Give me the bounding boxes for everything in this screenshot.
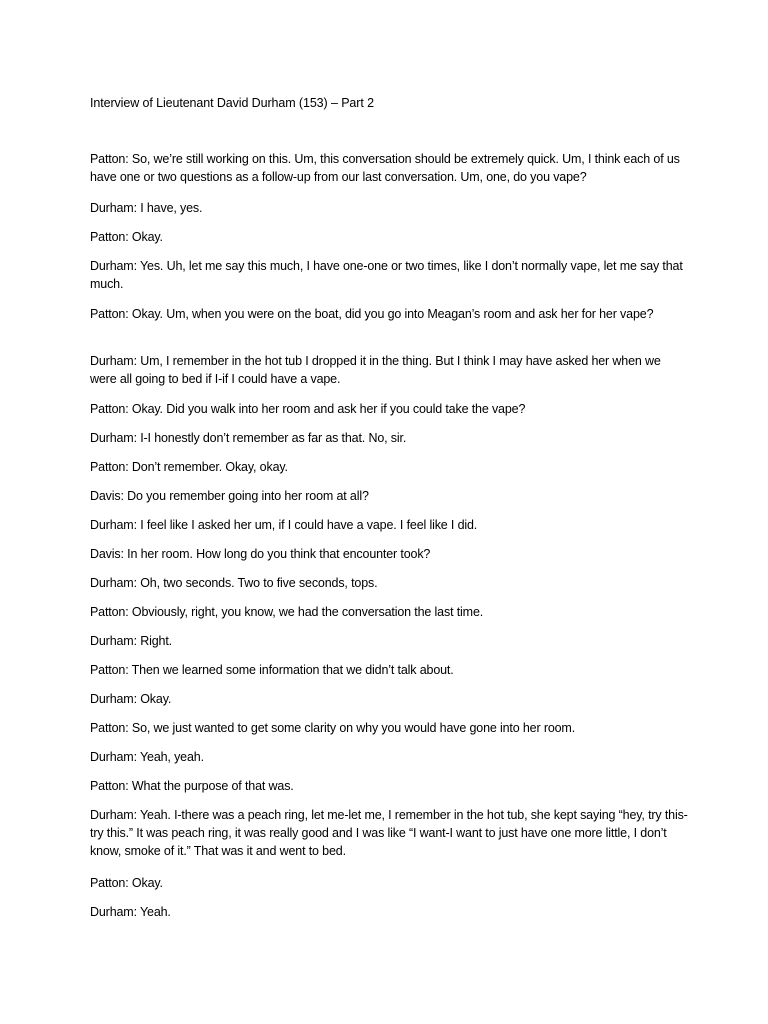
line-text: So, we’re still working on this. Um, this conversation should be extremely quick. Um, I think each of us have one or two questions as a follow-up from our last conversation. Um, one, do you vape? (90, 152, 680, 184)
line-text: Yeah. (139, 905, 171, 919)
speaker-name: Patton : (90, 605, 132, 619)
line-text: Okay. (140, 692, 172, 706)
speaker-name: Davis : (90, 489, 127, 503)
transcript-line (90, 690, 690, 708)
speaker-name: Durham : (90, 259, 140, 273)
line-text: Okay. Did you walk into her room and ask her if you could take the vape? (131, 402, 526, 416)
transcript-line (90, 458, 690, 476)
transcript-line (90, 487, 690, 505)
transcript-line (90, 748, 690, 766)
line-text: Okay. Um, when you were on the boat, did you go into Meagan’s room and ask her for her vape? (131, 307, 654, 321)
transcript-line (90, 545, 690, 563)
speaker-name: Durham : (90, 354, 140, 368)
speaker-name: Patton : (90, 402, 132, 416)
transcript-line (90, 352, 690, 388)
speaker-name: Patton : (90, 779, 132, 793)
speaker-name: Patton : (90, 230, 132, 244)
transcript-line (90, 305, 690, 323)
transcript-line (90, 199, 690, 217)
speaker-name: Durham : (90, 518, 140, 532)
transcript-line (90, 806, 690, 860)
speaker-name: Patton : (90, 307, 132, 321)
line-text: In her room. How long do you think that encounter took? (127, 547, 431, 561)
line-text: Then we learned some information that we didn’t talk about. (131, 663, 454, 677)
speaker-name: Davis : (90, 547, 127, 561)
speaker-name: Durham : (90, 905, 140, 919)
transcript-line (90, 516, 690, 534)
speaker-name: Patton : (90, 152, 132, 166)
speaker-name: Durham : (90, 201, 140, 215)
transcript-line (90, 874, 690, 892)
line-text: I-I honestly don’t remember as far as that. No, sir. (140, 431, 407, 445)
transcript-line (90, 150, 690, 186)
transcript-line (90, 632, 690, 650)
line-text: Oh, two seconds. Two to five seconds, tops. (140, 576, 378, 590)
document-title: Interview of Lieutenant David Durham (153) – Part 2 (90, 96, 374, 110)
line-text: So, we just wanted to get some clarity on why you would have gone into her room. (131, 721, 576, 735)
speaker-name: Durham : (90, 634, 140, 648)
speaker-name: Durham : (90, 692, 140, 706)
line-text: Yeah, yeah. (139, 750, 204, 764)
line-text: Do you remember going into her room at all? (127, 489, 369, 503)
speaker-name: Durham : (90, 808, 140, 822)
line-text: Right. (140, 634, 172, 648)
line-text: Okay. (131, 230, 163, 244)
line-text: I have, yes. (140, 201, 203, 215)
transcript-line (90, 400, 690, 418)
transcript-line (90, 719, 690, 737)
transcript-line (90, 777, 690, 795)
line-text: Yes. Uh, let me say this much, I have one-one or two times, like I don’t normally vape, let me say that much. (90, 259, 683, 291)
transcript-line (90, 429, 690, 447)
transcript-line (90, 903, 690, 921)
line-text: What the purpose of that was. (131, 779, 294, 793)
speaker-name: Patton : (90, 876, 132, 890)
line-text: Yeah. I-there was a peach ring, let me-let me, I remember in the hot tub, she kept saying “hey, try this-try this.” It was peach ring, it was really good and I was like “I want-I want to just have one more little, I don’t know, smoke of it.” That was it and went to bed. (90, 808, 688, 858)
transcript-line (90, 257, 690, 293)
speaker-name: Patton : (90, 663, 132, 677)
speaker-name: Durham : (90, 576, 140, 590)
line-text: Um, I remember in the hot tub I dropped it in the thing. But I think I may have asked her when we were all going to bed if I-if I could have a vape. (90, 354, 661, 386)
line-text: I feel like I asked her um, if I could have a vape. I feel like I did. (140, 518, 478, 532)
line-text: Obviously, right, you know, we had the conversation the last time. (131, 605, 484, 619)
line-text: Don’t remember. Okay, okay. (131, 460, 288, 474)
transcript-line (90, 603, 690, 621)
speaker-name: Durham : (90, 750, 140, 764)
speaker-name: Patton : (90, 460, 132, 474)
transcript-line (90, 228, 690, 246)
speaker-name: Durham : (90, 431, 140, 445)
transcript-line (90, 574, 690, 592)
speaker-name: Patton : (90, 721, 132, 735)
line-text: Okay. (131, 876, 163, 890)
transcript-line (90, 661, 690, 679)
